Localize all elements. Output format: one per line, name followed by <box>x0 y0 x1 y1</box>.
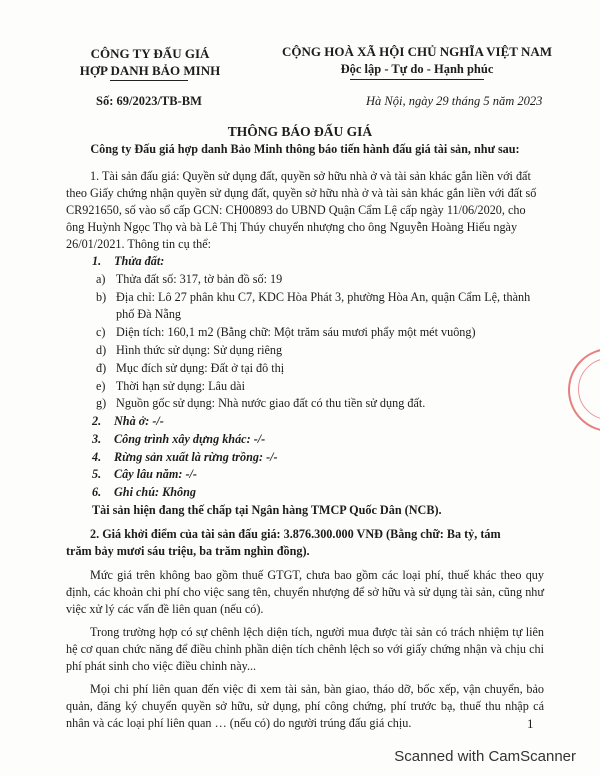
mortgage-note: Tài sản hiện đang thế chấp tại Ngân hàng TMCP Quốc Dân (NCB). <box>92 503 442 517</box>
section2-line: trăm bảy mươi sáu triệu, ba trăm nghìn đồng). <box>66 544 310 558</box>
land-item-text: Nguồn gốc sử dụng: Nhà nước giao đất có thu tiền sử dụng đất. <box>116 396 426 410</box>
section1-line: ông Huỳnh Ngọc Thọ và bà Lê Thị Thúy chuyển nhượng cho ông Nguyễn Hoàng Hiếu ngày <box>66 220 518 234</box>
nation-title: CỘNG HOÀ XÃ HỘI CHỦ NGHĨA VIỆT NAM <box>281 44 553 59</box>
land-heading-num: 1. <box>92 254 102 268</box>
other-item <box>92 485 196 500</box>
other-item-num: 6. <box>92 485 102 499</box>
scanner-watermark: Scanned with CamScanner <box>394 748 576 765</box>
other-item-num: 5. <box>92 467 102 481</box>
company-underline <box>110 80 188 81</box>
other-item-text: Rừng sản xuất là rừng trồng: -/- <box>114 450 278 464</box>
other-item-text: Nhà ở: -/- <box>114 414 164 428</box>
other-item <box>92 467 197 482</box>
other-item-num: 4. <box>92 450 102 464</box>
section1-line: theo Giấy chứng nhận quyền sử dụng đất, quyền sở hữu nhà ở và tài sản khác gắn liền với đất số <box>66 186 537 200</box>
land-heading-text: Thửa đất: <box>114 254 165 268</box>
section1-line: 1. Tài sản đấu giá: Quyền sử dụng đất, quyền sở hữu nhà ở và tài sản khác gắn liền với đất <box>90 169 531 183</box>
land-item <box>96 290 530 305</box>
land-item-label: đ) <box>96 361 107 375</box>
land-item-label: c) <box>96 325 106 339</box>
company-line1: CÔNG TY ĐẤU GIÁ <box>90 46 210 61</box>
paragraph: Trong trường hợp có sự chênh lệch diện tích, người mua được tài sản có trách nhiệm tự liên hệ cơ quan chức năng để điều chỉnh phần diện tích chênh lệch so với giấy chứng nhận và chịu chi phí phát sinh cho việc điều chỉnh này... <box>66 625 544 673</box>
land-item <box>96 343 282 358</box>
other-item-text: Công trình xây dựng khác: -/- <box>114 432 266 446</box>
land-item-text: Mục đích sử dụng: Đất ở tại đô thị <box>116 361 285 375</box>
other-item <box>92 432 265 447</box>
paragraph: Mọi chi phí liên quan đến việc đi xem tài sản, bàn giao, tháo dỡ, bốc xếp, vận chuyển, bảo quản, đăng ký chuyển quyền sở hữu, sử dụng, phí công chứng, phí trước bạ, thuế thu nhập cá nhân và các loại phí liên quan … (nếu có) do người trúng đấu giá chịu. <box>66 682 544 730</box>
other-item-num: 3. <box>92 432 102 446</box>
page-number: 1 <box>527 716 534 731</box>
section1-line: 26/01/2021. Thông tin cụ thể: <box>66 237 212 251</box>
other-item <box>92 450 278 465</box>
land-item <box>96 379 245 394</box>
company-line2: HỢP DANH BẢO MINH <box>79 63 221 78</box>
issue-date: Hà Nội, ngày 29 tháng 5 năm 2023 <box>366 94 543 108</box>
land-item-label: d) <box>96 343 107 357</box>
land-item-text: Diện tích: 160,1 m2 (Bằng chữ: Một trăm sáu mươi phẩy một mét vuông) <box>116 325 476 339</box>
section2-line: 2. Giá khởi điểm của tài sản đấu giá: 3.876.300.000 VNĐ (Bằng chữ: Ba tỷ, tám <box>90 527 501 541</box>
land-item-text: Thời hạn sử dụng: Lâu dài <box>115 379 245 393</box>
land-item-label: a) <box>96 272 106 286</box>
land-item <box>96 396 425 411</box>
paragraph: Mức giá trên không bao gồm thuế GTGT, chưa bao gồm các loại phí, thuế khác theo quy định, các khoản chi phí cho việc sang tên, chuyển nhượng để sở hữu và sử dụng tài sản, cũng như việc xử lý các vấn đề liên quan (nếu có). <box>66 568 544 616</box>
land-item <box>96 307 181 322</box>
company-name <box>60 45 240 79</box>
land-item-label: b) <box>96 290 107 304</box>
other-item-num: 2. <box>92 414 102 428</box>
land-item <box>96 325 476 340</box>
doc-title: THÔNG BÁO ĐẤU GIÁ <box>227 124 373 139</box>
doc-number: Số: 69/2023/TB-BM <box>96 94 202 108</box>
other-item <box>92 414 164 429</box>
land-item-text: Hình thức sử dụng: Sử dụng riêng <box>116 343 283 357</box>
land-item <box>96 361 284 376</box>
doc-subtitle: Công ty Đấu giá hợp danh Bảo Minh thông báo tiến hành đấu giá tài sản, như sau: <box>90 142 520 156</box>
land-item-label: g) <box>96 396 107 410</box>
motto-underline <box>350 79 484 80</box>
section1 <box>66 168 546 253</box>
nation-motto: Độc lập - Tự do - Hạnh phúc <box>340 62 494 76</box>
other-item-text: Cây lâu năm: -/- <box>114 467 197 481</box>
section1-line: CR921650, số vào sổ cấp GCN: CH00893 do UBND Quận Cẩm Lệ cấp ngày 11/06/2020, cho <box>66 203 526 217</box>
other-item-text: Ghi chú: Không <box>114 485 196 499</box>
land-heading <box>92 254 164 269</box>
land-item-text: Địa chỉ: Lô 27 phân khu C7, KDC Hòa Phát 3, phường Hòa An, quận Cẩm Lệ, thành <box>116 290 531 304</box>
land-item-label: e) <box>96 379 106 393</box>
land-item <box>96 272 282 287</box>
land-item-text: Thửa đất số: 317, tờ bản đồ số: 19 <box>115 272 283 286</box>
section2 <box>66 526 546 560</box>
land-item-text: phố Đà Nẵng <box>116 307 182 321</box>
